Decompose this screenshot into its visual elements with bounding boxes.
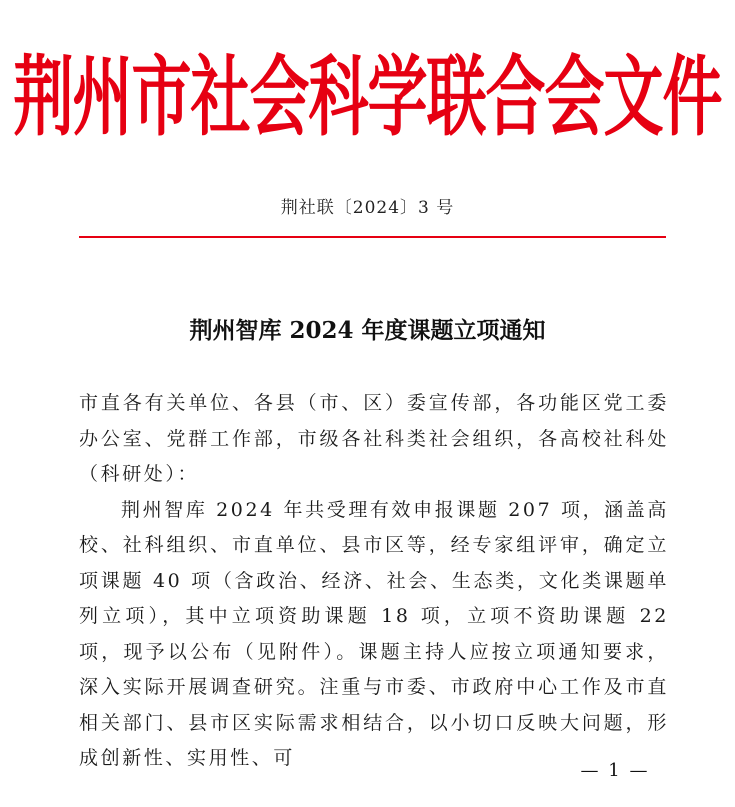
document-number: 荆社联〔2024〕3 号	[280, 198, 455, 218]
document-masthead: 荆州市社会科学联合会文件	[13, 47, 722, 149]
notice-addressee: 市直各有关单位、各县（市、区）委宣传部，各功能区党工委办公室、党群工作部，市级各社科类社会组织，各高校社科处（科研处）：	[79, 392, 669, 485]
notice-paragraph: 荆州智库 2024 年共受理有效申报课题 207 项，涵盖高校、社科组织、市直单位、县市区等，经专家组评审，确定立项课题 40 项（含政治、经济、社会、生态类，文化类课题单列立项），其中立项资助课题 18 项，立项不资助课题 22 项，现予以公布（见附件）。课题主持人应按立项通知要求，深入实际开展调查研究。注重与市委、市政府中心工作及市直相关部门、县市区实际需求相结合，以小切口反映大问题，形成创新性、实用性、可	[79, 498, 669, 769]
red-divider-line	[79, 236, 666, 238]
notice-body	[79, 386, 669, 777]
notice-title: 荆州智库 2024 年度课题立项通知	[189, 317, 546, 344]
page-number: — 1 —	[580, 760, 650, 781]
